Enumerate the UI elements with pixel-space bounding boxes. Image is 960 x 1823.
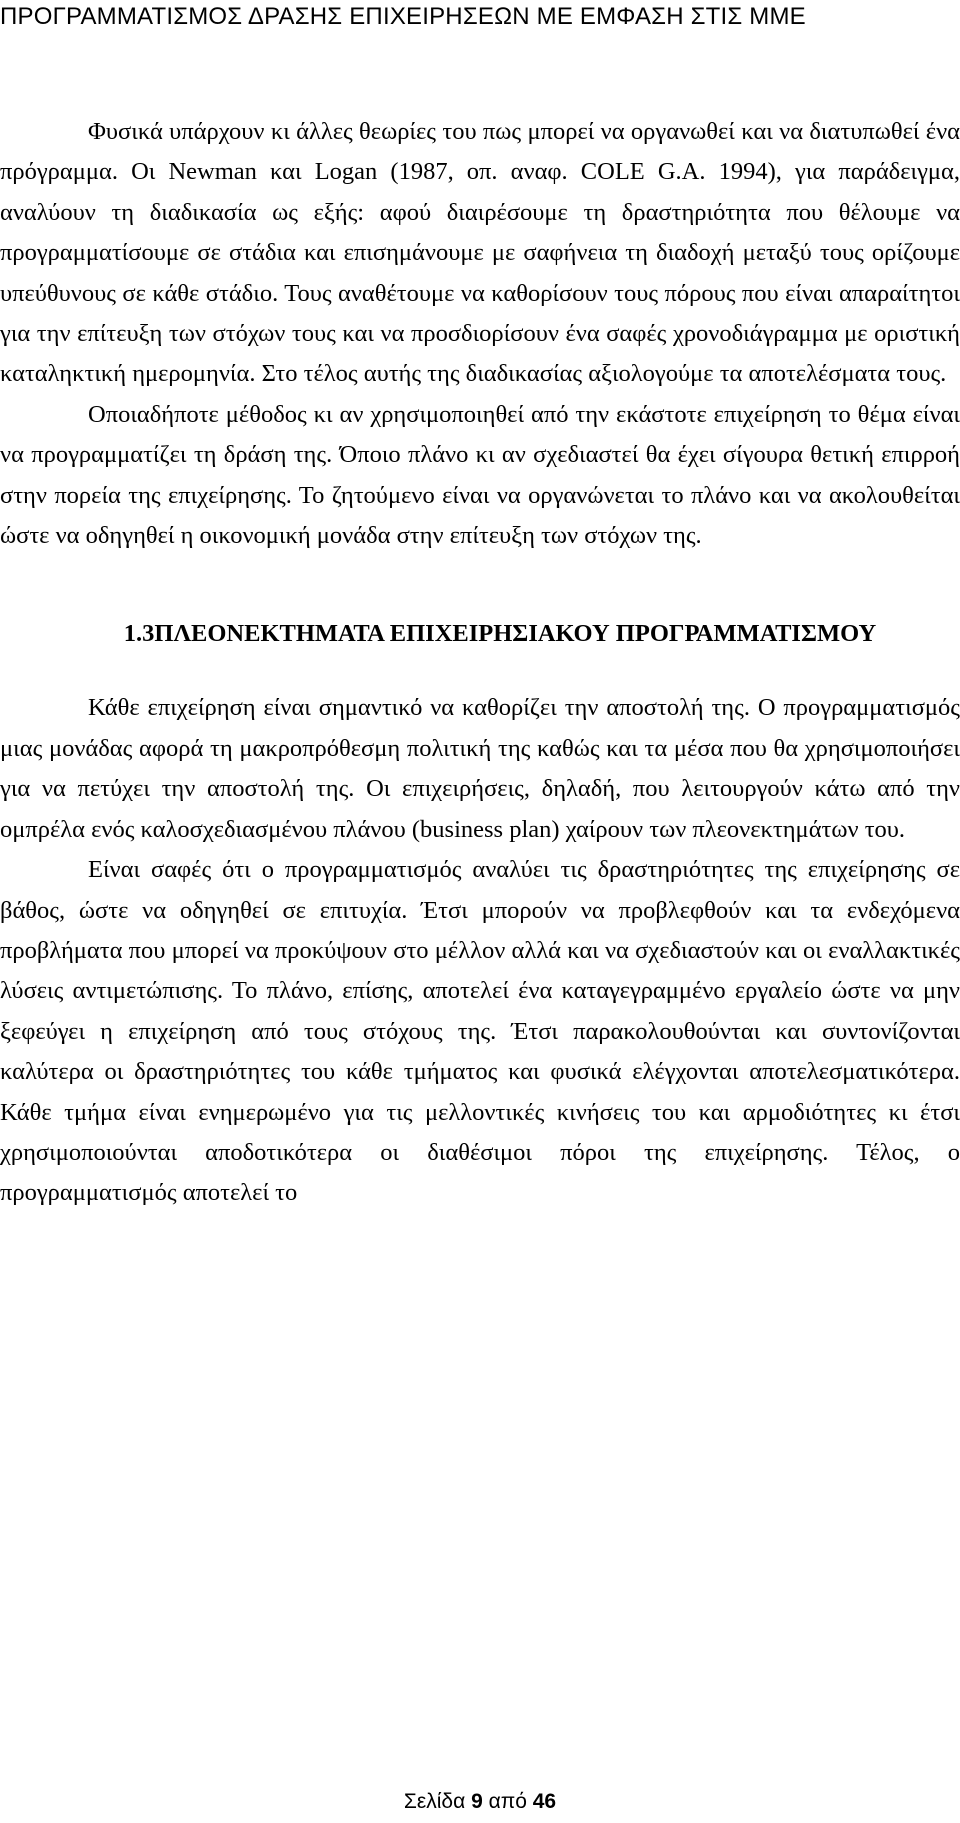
paragraph: Φυσικά υπάρχουν κι άλλες θεωρίες του πως μπορεί να οργανωθεί και να διατυπωθεί ένα πρόγραμμα. Οι Newman και Logan (1987, οπ. αναφ. COLE G.A. 1994), για παράδειγμα, αναλύουν τη διαδικασία ως εξής: αφού διαιρέσουμε τη δραστηριότητα που θέλουμε να προγραμματίσουμε σε στάδια και επισημάνουμε με σαφήνεια τη διαδοχή μεταξύ τους ορίζουμε υπεύθυνους σε κάθε στάδιο. Τους αναθέτουμε να καθορίσουν τους πόρους που είναι απαραίτητοι για την επίτευξη των στόχων τους και να προσδιορίσουν ένα σαφές χρονοδιάγραμμα με οριστική καταληκτική ημερομηνία. Στο τέλος αυτής της διαδικασίας αξιολογούμε τα αποτελέσματα τους. (0, 118, 960, 388)
paragraph: Κάθε επιχείρηση είναι σημαντικό να καθορίζει την αποστολή της. Ο προγραμματισμός μιας μονάδας αφορά τη μακροπρόθεσμη πολιτική της καθώς και τα μέσα που θα χρησιμοποιήσει για να πετύχει την αποστολή της. Οι επιχειρήσεις, δηλαδή, που λειτουργούν κάτω από την ομπρέλα ενός καλοσχεδιασμένου πλάνου (business plan) χαίρουν των πλεονεκτημάτων του. (0, 694, 960, 843)
section-heading: 1.3ΠΛΕΟΝΕΚΤΗΜΑΤΑ ΕΠΙΧΕΙΡΗΣΙΑΚΟΥ ΠΡΟΓΡΑΜΜΑΤΙΣΜΟΥ (123, 620, 877, 648)
page-footer (0, 1788, 960, 1816)
page-label: Σελίδα (403, 1790, 466, 1813)
total-pages-number: 46 (532, 1790, 557, 1813)
running-title: ΠΡΟΓΡΑΜΜΑΤΙΣΜΟΣ ΔΡΑΣΗΣ ΕΠΙΧΕΙΡΗΣΕΩΝ ΜΕ ΕΜΦΑΣΗ ΣΤΙΣ ΜΜΕ (0, 3, 806, 30)
running-header (0, 2, 960, 32)
page-of-label: από (488, 1790, 527, 1813)
current-page-number: 9 (471, 1790, 483, 1813)
paragraph: Οποιαδήποτε μέθοδος κι αν χρησιμοποιηθεί από την εκάστοτε επιχείρηση το θέμα είναι να προγραμματίζει τη δράση της. Όποιο πλάνο κι αν σχεδιαστεί θα έχει σίγουρα θετική επιρροή στην πορεία της επιχείρησης. Το ζητούμενο είναι να οργανώνεται το πλάνο και να ακολουθείται ώστε να οδηγηθεί η οικονομική μονάδα στην επίτευξη των στόχων της. (0, 400, 960, 550)
paragraph: Είναι σαφές ότι ο προγραμματισμός αναλύει τις δραστηριότητες της επιχείρησης σε βάθος, ώστε να οδηγηθεί σε επιτυχία. Έτσι μπορούν να προβλεφθούν και τα ενδεχόμενα προβλήματα που μπορεί να προκύψουν στο μέλλον αλλά και να σχεδιαστούν και οι εναλλακτικές λύσεις αντιμετώπισης. Το πλάνο, επίσης, αποτελεί ένα καταγεγραμμένο εργαλείο ώστε να μην ξεφεύγει η επιχείρηση από τους στόχους της. Έτσι παρακολουθούνται και συντονίζονται καλύτερα οι δραστηριότητες του κάθε τμήματος και φυσικά ελέγχονται αποτελεσματικότερα. Κάθε τμήμα είναι ενημερωμένο για τις μελλοντικές κινήσεις του και αρμοδιότητες κι έτσι χρησιμοποιούνται αποδοτικότερα οι διαθέσιμοι πόροι της επιχείρησης. Τέλος, ο προγραμματισμός αποτελεί το (0, 856, 960, 1207)
document-body (0, 112, 960, 1214)
